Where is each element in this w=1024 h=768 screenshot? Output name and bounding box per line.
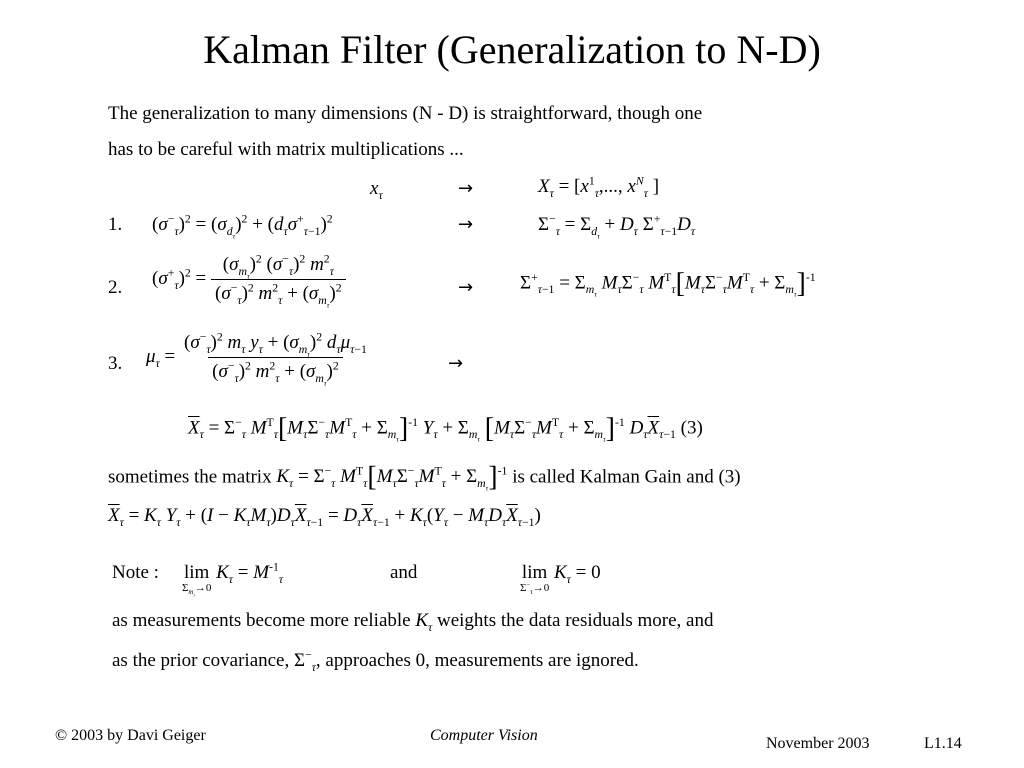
remark-line-2-after: , approaches 0, measurements are ignored. [315, 650, 639, 671]
right-arrow-icon: → [458, 214, 474, 235]
step-1-label: 1. [108, 214, 123, 235]
step-1-matrix-equation: $\Sigma^-_\tau = \Sigma_{d_\tau} + D_\tau$ $\Sigma^+_{\tau-1}D_\tau$ [538, 212, 696, 241]
right-arrow-icon: → [458, 178, 474, 199]
gain-text-after: is called Kalman Gain and (3) [512, 466, 741, 488]
footer-date: November 2003 [766, 735, 870, 752]
note-limit-2: lim $\Sigma^-_\tau\to 0$ $K_\tau = 0$ [520, 562, 601, 597]
footer-copyright: © 2003 by Davi Geiger [55, 727, 206, 744]
step-2-label: 2. [108, 277, 123, 298]
vector-state-definition: $X_\tau = [x^1_\tau$,..., $x^N_\tau$ ] [538, 174, 660, 200]
intro-line-2: has to be careful with matrix multiplications ... [108, 139, 464, 160]
remark-line-1: as measurements become more reliable $K_\tau$ weights the data residuals more, and [112, 610, 714, 634]
slide-title: Kalman Filter (Generalization to N-D) [203, 27, 821, 72]
right-arrow-icon: → [448, 353, 464, 374]
intro-line-1: The generalization to many dimensions (N - D) is straightforward, though one [108, 103, 703, 124]
equation-3-tag: (3) [680, 417, 703, 439]
gain-text-before: sometimes the matrix [108, 466, 272, 488]
step-3-label: 3. [108, 353, 123, 374]
update-equation: $\overline{X}_\tau = K_\tau$ $Y_\tau + (I - K_\tau M_\tau)D_\tau\overline{X}_{\tau-1} = D_\tau\overline{X}_{\tau-1} + K_\tau(Y_\tau - M_\tau D_\tau\overline{X}_{\tau-1})$ [108, 505, 541, 529]
remark-line-2-before: as the prior covariance, [112, 650, 290, 671]
footer-slide-number: L1.14 [924, 735, 962, 752]
note-limit-1: lim $\Sigma_{m_\tau}\to 0$ $K_\tau = M^{-1}_\tau$ [182, 560, 284, 598]
footer-course: Computer Vision [430, 727, 538, 744]
equation-3: $\overline{X}_\tau = \Sigma^-_\tau$ $M^T_\tau[M_\tau\Sigma^-_\tau M^T_\tau + \Sigma_{m_\tau}]^{-1}$ $Y_\tau + \Sigma_{m_\tau}$ $[M_\tau\Sigma^-_\tau M^T_\tau + \Sigma_{m_\tau}]^{-1}$ $D_\tau\overline{X}_{\tau-1}$ (3) [188, 413, 703, 444]
note-label: Note : [112, 562, 159, 583]
step-3-scalar-equation: $\mu_\tau$ = $\frac{(\sigma^-_\tau)^2 m_\tau y_\tau + (\sigma_{m_\tau})^2 d_\tau\mu_{\tau-1}}{(\sigma^-_\tau)^2 m^2_\tau + (\sigma_{m_\tau})^2}$ [146, 330, 367, 388]
remark-line-2: as the prior covariance, $\Sigma^-_\tau$, approaches 0, measurements are ignored. [112, 648, 639, 674]
scalar-state-symbol: $x_\tau$ [370, 178, 383, 202]
right-arrow-icon: → [458, 277, 474, 298]
kalman-gain-line: sometimes the matrix $K_\tau = \Sigma^-_\tau$ $M^T_\tau[M_\tau\Sigma^-_\tau M^T_\tau + \Sigma_{m_\tau}]^{-1}$ is called Kalman Gain and (3) [108, 462, 741, 493]
remark-line-1-after: weights the data residuals more, and [437, 610, 714, 631]
step-1-scalar-equation: $(\sigma^-_\tau)^2 = (\sigma_{d_\tau})^2 + (d_\tau\sigma^+_{\tau-1})^2$ [152, 212, 333, 241]
note-and: and [390, 562, 418, 583]
remark-line-1-before: as measurements become more reliable [112, 610, 411, 631]
step-2-scalar-equation: $(\sigma^+_\tau)^2$ = $\frac{(\sigma_{m_\tau})^2 (\sigma^-_\tau)^2 m^2_\tau}{(\sigma^-_\tau)^2 m^2_\tau + (\sigma_{m_\tau})^2}$ [152, 254, 346, 305]
step-2-matrix-equation: $\Sigma^+_{\tau-1} = \Sigma_{m_\tau}$ $M_\tau\Sigma^-_\tau$ $M^T_\tau[M_\tau\Sigma^-_\tau M^T_\tau + \Sigma_{m_\tau}]^{-1}$ [520, 268, 816, 299]
